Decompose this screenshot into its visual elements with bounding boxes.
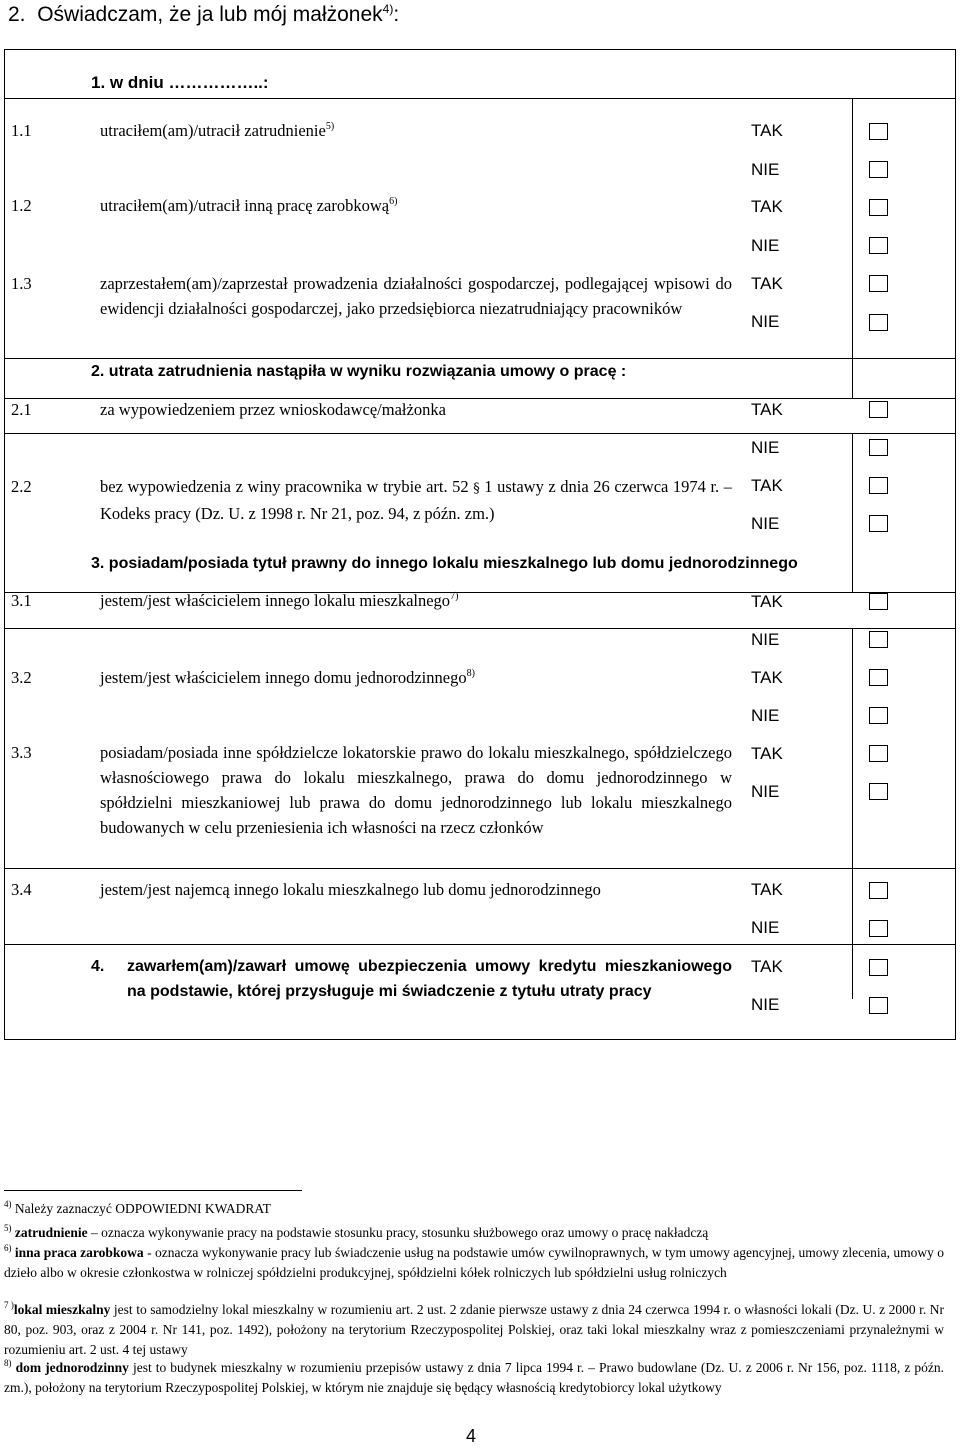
checkbox-3-1-yes[interactable] [869,593,888,610]
checkbox-4-no[interactable] [869,997,888,1014]
divider-vertical [852,433,853,592]
divider-vertical [852,98,853,398]
footnote-separator [4,1190,302,1191]
footnote-6 [4,1243,944,1283]
footnote-8 [4,1358,944,1398]
footnote-text: - oznacza wykonywanie pracy lub świadczenie usług na podstawie umów cywilnoprawnych, w tym umowy agencyjnej, umowy zlecenia, umowy o dzieło albo w okresie członkostwa w rolniczej spółdzielni produkcyjnej, spółdzielni kółek rolniczych lub spółdzielni usług rolniczych [4,1245,944,1280]
footnote-term: zatrudnienie [14,1225,88,1240]
option-yes-label: TAK [751,592,783,611]
footnote-text: jest to samodzielny lokal mieszkalny w rozumieniu art. 2 ust. 2 zdanie pierwsze ustawy z dnia 24 czerwca 1994 r. o własności lokali (Dz. U. z 2000 r. Nr 80, poz. 903, oraz z 2004 r. Nr 141, poz. 1492), położony na terytorium Rzeczypospolitej Polskiej, oraz taki lokal mieszkalny wraz z pomieszczeniami przynależnymi w rozumieniu art. 2 ust. 4 tej ustawy [4,1302,945,1357]
option-yes-label: TAK [751,957,783,976]
item-2-2-text-a: bez wypowiedzenia z winy pracownika w trybie art. 52 [100,477,469,496]
checkbox-2-2-yes[interactable] [869,477,888,494]
item-1-1-text [100,118,334,143]
checkbox-1-2-yes[interactable] [869,199,888,216]
item-3-2-text [100,665,475,690]
heading-colon: : [393,3,400,26]
footnote-marker: 6) [4,1243,12,1253]
item-2-2-number: 2.2 [11,477,32,496]
item-1-3-number: 1.3 [11,274,32,293]
section2-title: 2. utrata zatrudnienia nastąpiła w wyniku rozwiązania umowy o pracę : [91,363,627,380]
item-1-2-label: utraciłem(am)/utracił inną pracę zarobkową [100,196,390,215]
option-yes-label: TAK [751,121,783,140]
page-number: 4 [466,1426,477,1446]
section1-title: 1. w dniu ……………..: [91,73,269,92]
option-no-label: NIE [751,236,780,255]
footnote-text: Należy zaznaczyć ODPOWIEDNI KWADRAT [14,1201,271,1216]
option-no-label: NIE [751,160,780,179]
footnote-marker: 7 ) [4,1300,14,1310]
item-3-4-number: 3.4 [11,880,32,899]
checkbox-3-4-no[interactable] [869,920,888,937]
checkbox-3-2-yes[interactable] [869,669,888,686]
heading-number: 2. [8,3,26,26]
divider-horizontal [5,98,955,99]
item-1-1-number: 1.1 [11,121,32,140]
divider-horizontal [5,868,955,869]
footnote-term: lokal mieszkalny [13,1302,111,1317]
item-3-4-text: jestem/jest najemcą innego lokalu mieszkalnego lub domu jednorodzinnego [100,880,601,899]
section3-title: 3. posiadam/posiada tytuł prawny do innego lokalu mieszkalnego lub domu jednorodzinnego [91,555,798,572]
item-1-2-number: 1.2 [11,196,32,215]
checkbox-3-4-yes[interactable] [869,882,888,899]
option-no-label: NIE [751,706,780,725]
item-3-1-label: jestem/jest właścicielem innego lokalu mieszkalnego [100,591,451,610]
checkbox-1-3-no[interactable] [869,314,888,331]
footnote-marker: 4) [4,1199,12,1209]
divider-horizontal [5,433,955,434]
item-3-2-number: 3.2 [11,668,32,687]
item-1-2-text [100,193,397,218]
checkbox-4-yes[interactable] [869,959,888,976]
option-yes-label: TAK [751,400,783,419]
section4-number: 4. [91,958,105,975]
item-3-1-text [100,588,458,613]
footnote-4 [4,1199,944,1219]
item-2-2-text [100,474,732,526]
checkbox-3-2-no[interactable] [869,707,888,724]
option-no-label: NIE [751,312,780,331]
footnote-ref: 8) [466,668,475,679]
footnote-ref: 6) [389,196,398,207]
item-1-3-text: zaprzestałem(am)/zaprzestał prowadzenia działalności gospodarczej, podlegającej wpisowi do ewidencji działalności gospodarczej, jako przedsiębiorca niezatrudniający pracowników [100,274,732,318]
footnote-5 [4,1223,944,1243]
checkbox-2-1-no[interactable] [869,439,888,456]
item-3-1-number: 3.1 [11,591,32,610]
option-yes-label: TAK [751,744,783,763]
checkbox-2-2-no[interactable] [869,515,888,532]
section-sign: § [473,481,480,496]
checkbox-3-3-yes[interactable] [869,745,888,762]
footnote-ref: 5) [325,121,335,132]
footnote-text: – oznacza wykonywanie pracy na podstawie stosunku pracy, stosunku służbowego oraz umowy o pracę nakładczą [87,1225,709,1240]
checkbox-3-1-no[interactable] [869,631,888,648]
checkbox-1-2-no[interactable] [869,237,888,254]
checkbox-1-1-yes[interactable] [869,123,888,140]
item-3-3-text: posiadam/posiada inne spółdzielcze lokatorskie prawo do lokalu mieszkalnego, spółdzielczego własnościowego prawa do lokalu mieszkalnego, prawa do domu jednorodzinnego w spółdzielni mieszkaniowej lub prawa do domu jednorodzinnego lub lokalu mieszkalnego budowanych w celu przeniesienia ich własności na rzecz członków [100,743,732,837]
option-no-label: NIE [751,630,780,649]
heading-text: Oświadczam, że ja lub mój małżonek [37,3,383,26]
section4-text: zawarłem(am)/zawarł umowę ubezpieczenia umowy kredytu mieszkaniowego na podstawie, której przysługuje mi świadczenie z tytułu utraty pracy [127,958,732,1000]
checkbox-2-1-yes[interactable] [869,401,888,418]
section-heading [8,2,399,27]
footnote-7 [4,1300,944,1360]
footnote-term: dom jednorodzinny [15,1360,129,1375]
footnote-term: inna praca zarobkowa [14,1245,144,1260]
footnote-marker: 5) [4,1223,12,1233]
divider-horizontal [5,628,955,629]
option-no-label: NIE [751,918,780,937]
item-2-1-number: 2.1 [11,400,32,419]
option-yes-label: TAK [751,476,783,495]
option-yes-label: TAK [751,274,783,293]
checkbox-1-3-yes[interactable] [869,275,888,292]
item-3-2-label: jestem/jest właścicielem innego domu jednorodzinnego [100,668,467,687]
declaration-form [4,49,956,1040]
option-no-label: NIE [751,995,780,1014]
checkbox-3-3-no[interactable] [869,783,888,800]
item-2-1-text: za wypowiedzeniem przez wnioskodawcę/małżonka [100,400,446,419]
footnote-ref: 7) [450,591,459,602]
option-no-label: NIE [751,514,780,533]
divider-horizontal [5,944,955,945]
option-no-label: NIE [751,438,780,457]
heading-footnote-ref: 4) [382,2,394,16]
item-2-2-text-b: 1 ustawy z dnia 26 czerwca 1974 r. – Kodeks pracy (Dz. U. z 1998 r. Nr 21, poz. 94, z późn. zm.) [100,477,732,523]
item-1-1-label: utraciłem(am)/utracił zatrudnienie [100,121,326,140]
option-yes-label: TAK [751,880,783,899]
checkbox-1-1-no[interactable] [869,161,888,178]
option-yes-label: TAK [751,668,783,687]
option-yes-label: TAK [751,197,783,216]
footnote-marker: 8) [4,1358,12,1368]
option-no-label: NIE [751,782,780,801]
footnote-text: jest to budynek mieszkalny w rozumieniu przepisów ustawy z dnia 7 lipca 1994 r. – Prawo budowlane (Dz. U. z 2006 r. Nr 156, poz. 1118, z późn. zm.), położony na terytorium Rzeczypospolitej Polskiej, w którym nie znajduje się będący własnością kredytobiorcy lokal użytkowy [4,1360,944,1395]
item-3-3-number: 3.3 [11,743,32,762]
